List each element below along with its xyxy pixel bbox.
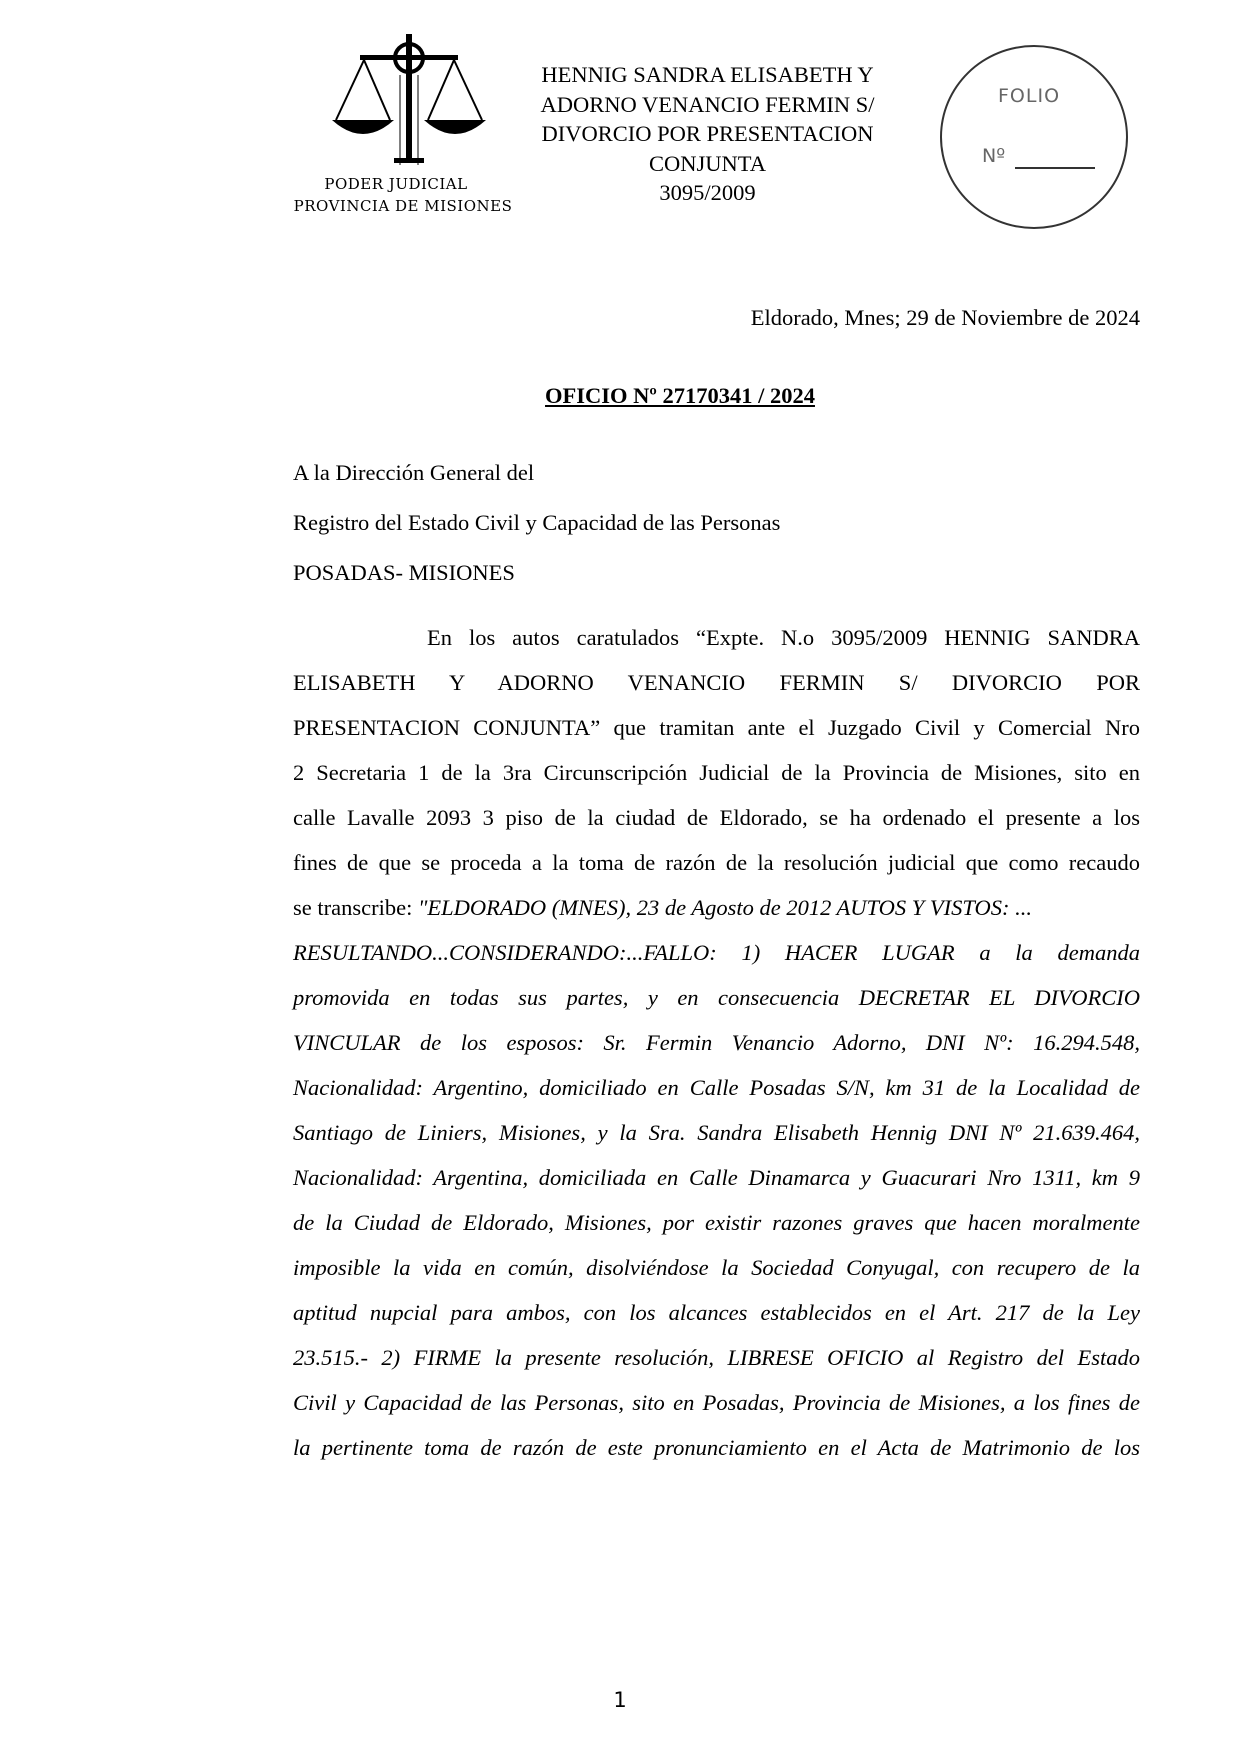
scales-of-justice-icon xyxy=(330,30,490,175)
body-line-text: RESULTANDO...CONSIDERANDO:...FALLO: 1) HACER LUGAR a la demanda xyxy=(293,940,1140,965)
body-line xyxy=(293,1345,1140,1371)
date-line: Eldorado, Mnes; 29 de Noviembre de 2024 xyxy=(750,305,1140,330)
folio-stamp xyxy=(940,45,1130,235)
poder-judicial-seal xyxy=(293,30,520,220)
body-line-text: ELISABETH Y ADORNO VENANCIO FERMIN S/ DIVORCIO POR xyxy=(293,670,1140,695)
body-line xyxy=(293,850,1140,876)
body-line xyxy=(293,805,1140,831)
case-title-line: CONJUNTA xyxy=(649,150,766,176)
case-number: 3095/2009 xyxy=(659,180,756,205)
body-line xyxy=(293,1255,1140,1281)
case-title xyxy=(520,60,895,208)
body-line xyxy=(293,895,1140,921)
body-line xyxy=(293,940,1140,966)
body-line xyxy=(293,1030,1140,1056)
addressee-line: POSADAS- MISIONES xyxy=(293,560,515,585)
body-line-text: Civil y Capacidad de las Personas, sito en Posadas, Provincia de Misiones, a los fines de xyxy=(293,1390,1140,1415)
body-line-text: calle Lavalle 2093 3 piso de la ciudad de Eldorado, se ha ordenado el presente a los xyxy=(293,805,1140,830)
body-line-text: la pertinente toma de razón de este pronunciamiento en el Acta de Matrimonio de los xyxy=(293,1435,1140,1460)
body-line-text: promovida en todas sus partes, y en consecuencia DECRETAR EL DIVORCIO xyxy=(293,985,1140,1010)
body-line xyxy=(293,1165,1140,1191)
body-line-text: En los autos caratulados “Expte. N.o 3095/2009 HENNIG SANDRA xyxy=(427,625,1140,650)
body-line-text: de la Ciudad de Eldorado, Misiones, por existir razones graves que hacen moralmente xyxy=(293,1210,1140,1235)
folio-circle xyxy=(940,45,1128,229)
body-line xyxy=(293,760,1140,786)
body-line xyxy=(293,985,1140,1011)
seal-text-line1: PODER JUDICIAL xyxy=(324,175,468,193)
body-line-text: 23.515.- 2) FIRME la presente resolución, LIBRESE OFICIO al Registro del Estado xyxy=(293,1345,1140,1370)
case-title-line: ADORNO VENANCIO FERMIN S/ xyxy=(540,91,875,117)
body-line-text: 2 Secretaria 1 de la 3ra Circunscripción Judicial de la Provincia de Misiones, sito en xyxy=(293,760,1140,785)
body-line xyxy=(293,1120,1140,1146)
body-line-quote: "ELDORADO (MNES), 23 de Agosto de 2012 AUTOS Y VISTOS: ... xyxy=(412,895,1032,920)
addressee-line: A la Dirección General del xyxy=(293,460,535,485)
body-line xyxy=(293,1390,1140,1416)
oficio-title-text: OFICIO Nº 27170341 / 2024 xyxy=(545,383,815,408)
body-line xyxy=(293,1435,1140,1461)
case-title-line: HENNIG SANDRA ELISABETH Y xyxy=(541,62,874,87)
body-line-text: aptitud nupcial para ambos, con los alcances establecidos en el Art. 217 de la Ley xyxy=(293,1300,1140,1325)
addressee-line: Registro del Estado Civil y Capacidad de las Personas xyxy=(293,510,781,535)
body-line-text: Santiago de Liniers, Misiones, y la Sra. Sandra Elisabeth Hennig DNI Nº 21.639.464, xyxy=(293,1120,1140,1145)
body-line-text: imposible la vida en común, disolviéndose la Sociedad Conyugal, con recupero de la xyxy=(293,1255,1140,1280)
oficio-title xyxy=(0,383,1240,409)
body-line-text: VINCULAR de los esposos: Sr. Fermin Venancio Adorno, DNI Nº: 16.294.548, xyxy=(293,1030,1140,1055)
page-number: 1 xyxy=(613,1688,627,1712)
body-line xyxy=(293,715,1140,741)
body-line xyxy=(293,1075,1140,1101)
body-line-text: Nacionalidad: Argentina, domiciliada en Calle Dinamarca y Guacurari Nro 1311, km 9 xyxy=(293,1165,1140,1190)
body-line-text: Nacionalidad: Argentino, domiciliado en Calle Posadas S/N, km 31 de la Localidad de xyxy=(293,1075,1140,1100)
folio-number-label: Nº xyxy=(982,145,1006,167)
body-line xyxy=(293,1300,1140,1326)
body-line xyxy=(427,625,1140,651)
case-title-line: DIVORCIO POR PRESENTACION xyxy=(541,121,874,146)
body-line-text: se transcribe: xyxy=(293,895,413,920)
body-line-text: PRESENTACION CONJUNTA” que tramitan ante el Juzgado Civil y Comercial Nro xyxy=(293,715,1140,740)
body-line xyxy=(293,1210,1140,1236)
body-line-text: fines de que se proceda a la toma de razón de la resolución judicial que como recaudo xyxy=(293,850,1140,875)
folio-number-blank xyxy=(1015,167,1095,169)
folio-label: FOLIO xyxy=(998,85,1061,107)
seal-text-line2: PROVINCIA DE MISIONES xyxy=(293,197,513,215)
body-line xyxy=(293,670,1140,696)
